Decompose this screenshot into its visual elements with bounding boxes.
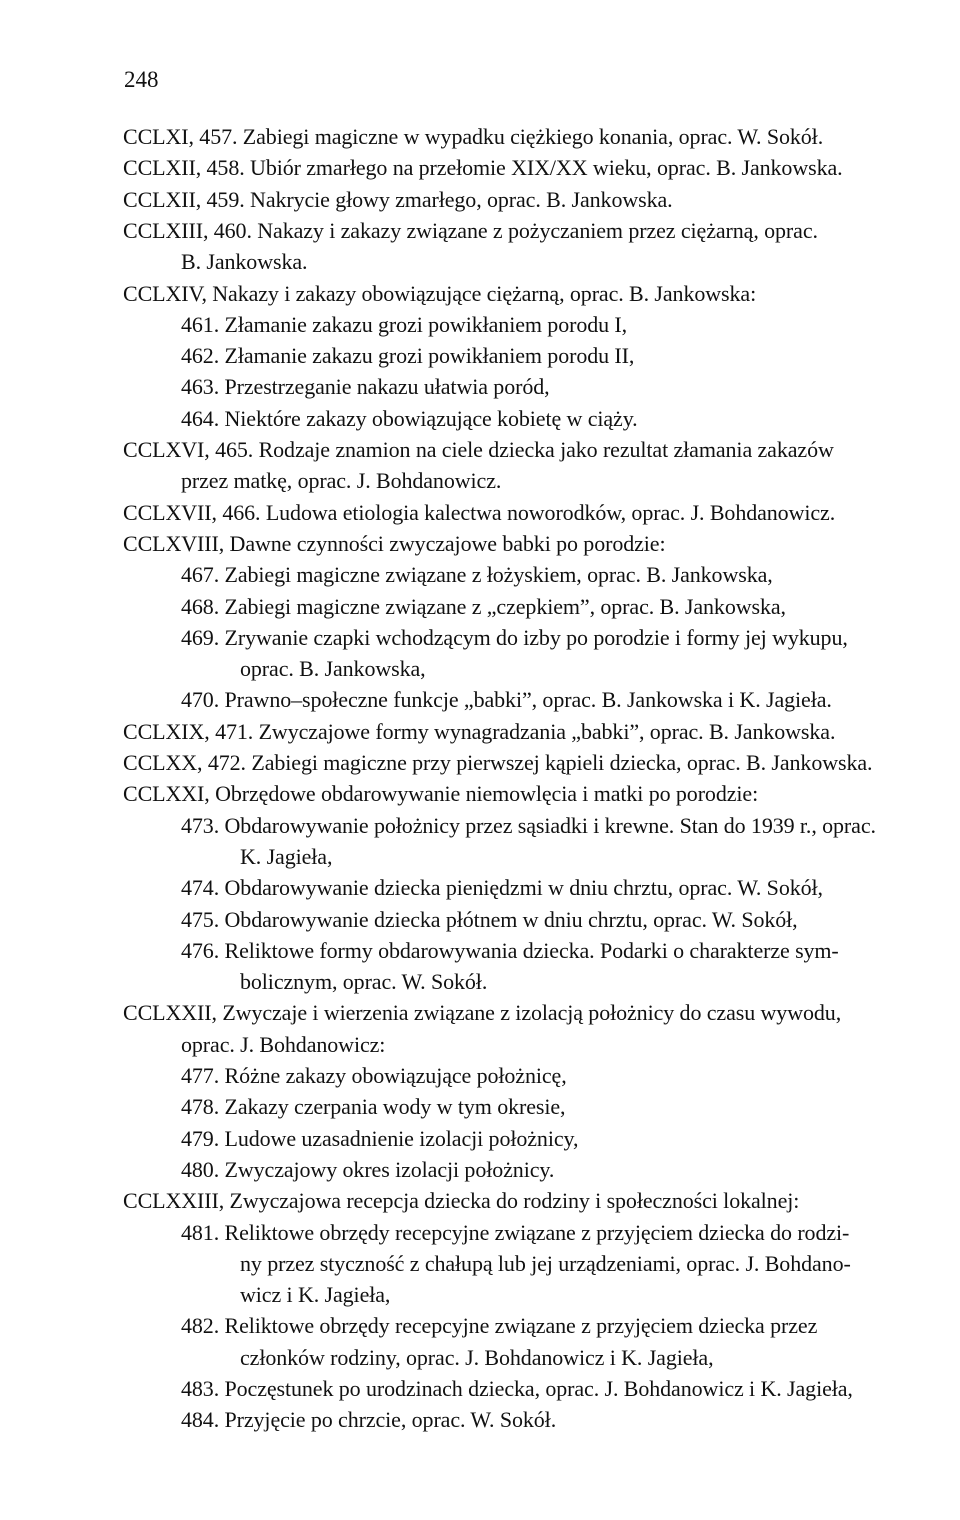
toc-line: 474. Obdarowywanie dziecka pieniędzmi w dniu chrztu, oprac. W. Sokół,: [181, 875, 823, 901]
toc-line: CCLXX, 472. Zabiegi magiczne przy pierwszej kąpieli dziecka, oprac. B. Jankowska.: [123, 750, 873, 775]
toc-line: CCLXIII, 460. Nakazy i zakazy związane z pożyczaniem przez ciężarną, oprac.: [123, 217, 818, 243]
toc-line: członków rodziny, oprac. J. Bohdanowicz i K. Jagieła,: [240, 1344, 714, 1370]
toc-line: CCLXIX, 471. Zwyczajowe formy wynagradzania „babki”, oprac. B. Jankowska.: [123, 718, 836, 744]
toc-line: 470. Prawno–społeczne funkcje „babki”, oprac. B. Jankowska i K. Jagieła.: [181, 687, 832, 713]
toc-line: 475. Obdarowywanie dziecka płótnem w dniu chrztu, oprac. W. Sokół,: [181, 906, 798, 932]
toc-line: CCLXI, 457. Zabiegi magiczne w wypadku ciężkiego konania, oprac. W. Sokół.: [123, 124, 824, 149]
toc-line: 461. Złamanie zakazu grozi powikłaniem porodu I,: [181, 311, 628, 337]
toc-line: B. Jankowska.: [181, 249, 308, 275]
toc-line: 478. Zakazy czerpania wody w tym okresie,: [181, 1094, 566, 1120]
toc-line: 484. Przyjęcie po chrzcie, oprac. W. Sokół.: [181, 1407, 557, 1433]
toc-line: 468. Zabiegi magiczne związane z „czepkiem”, oprac. B. Jankowska,: [181, 593, 786, 619]
toc-line: 463. Przestrzeganie nakazu ułatwia poród,: [181, 374, 550, 400]
toc-line: 473. Obdarowywanie położnicy przez sąsiadki i krewne. Stan do 1939 r., oprac.: [181, 812, 876, 838]
toc-line: CCLXVIII, Dawne czynności zwyczajowe babki po porodzie:: [123, 530, 666, 556]
toc-line: 479. Ludowe uzasadnienie izolacji położnicy,: [181, 1125, 579, 1151]
toc-line: 481. Reliktowe obrzędy recepcyjne związane z przyjęciem dziecka do rodzi-: [181, 1219, 850, 1245]
toc-line: oprac. J. Bohdanowicz:: [181, 1031, 386, 1057]
toc-line: 467. Zabiegi magiczne związane z łożyskiem, oprac. B. Jankowska,: [181, 562, 773, 588]
toc-line: 462. Złamanie zakazu grozi powikłaniem porodu II,: [181, 343, 635, 369]
toc-line: CCLXII, 459. Nakrycie głowy zmarłego, oprac. B. Jankowska.: [123, 186, 673, 212]
toc-line: bolicznym, oprac. W. Sokół.: [240, 969, 488, 995]
page-number: 248: [124, 67, 159, 92]
toc-line: CCLXVI, 465. Rodzaje znamion na ciele dziecka jako rezultat złamania zakazów: [123, 437, 834, 462]
toc-line: 482. Reliktowe obrzędy recepcyjne związane z przyjęciem dziecka przez: [181, 1313, 818, 1339]
toc-line: CCLXXII, Zwyczaje i wierzenia związane z izolacją położnicy do czasu wywodu,: [123, 1000, 842, 1026]
toc-line: przez matkę, oprac. J. Bohdanowicz.: [181, 468, 502, 494]
toc-line: 464. Niektóre zakazy obowiązujące kobietę w ciąży.: [181, 405, 638, 431]
toc-line: CCLXIV, Nakazy i zakazy obowiązujące ciężarną, oprac. B. Jankowska:: [123, 280, 757, 306]
toc-line: 469. Zrywanie czapki wchodzącym do izby po porodzie i formy jej wykupu,: [181, 624, 848, 650]
toc-line: K. Jagieła,: [240, 843, 333, 869]
toc-line: CCLXVII, 466. Ludowa etiologia kalectwa noworodków, oprac. J. Bohdanowicz.: [123, 499, 836, 525]
toc-line: ny przez styczność z chałupą lub jej urządzeniami, oprac. J. Bohdano-: [240, 1250, 851, 1276]
toc-line: 483. Poczęstunek po urodzinach dziecka, oprac. J. Bohdanowicz i K. Jagieła,: [181, 1376, 853, 1401]
toc-line: CCLXXI, Obrzędowe obdarowywanie niemowlęcia i matki po porodzie:: [123, 781, 759, 807]
toc-line: CCLXXIII, Zwyczajowa recepcja dziecka do rodziny i społeczności lokalnej:: [123, 1188, 800, 1214]
toc-line: oprac. B. Jankowska,: [240, 656, 426, 682]
toc-line: 476. Reliktowe formy obdarowywania dziecka. Podarki o charakterze sym-: [181, 937, 839, 963]
toc-line: wicz i K. Jagieła,: [240, 1282, 391, 1308]
toc-line: CCLXII, 458. Ubiór zmarłego na przełomie XIX/XX wieku, oprac. B. Jankowska.: [123, 155, 843, 181]
toc-line: 477. Różne zakazy obowiązujące położnicę,: [181, 1063, 567, 1088]
toc-line: 480. Zwyczajowy okres izolacji położnicy.: [181, 1156, 555, 1182]
